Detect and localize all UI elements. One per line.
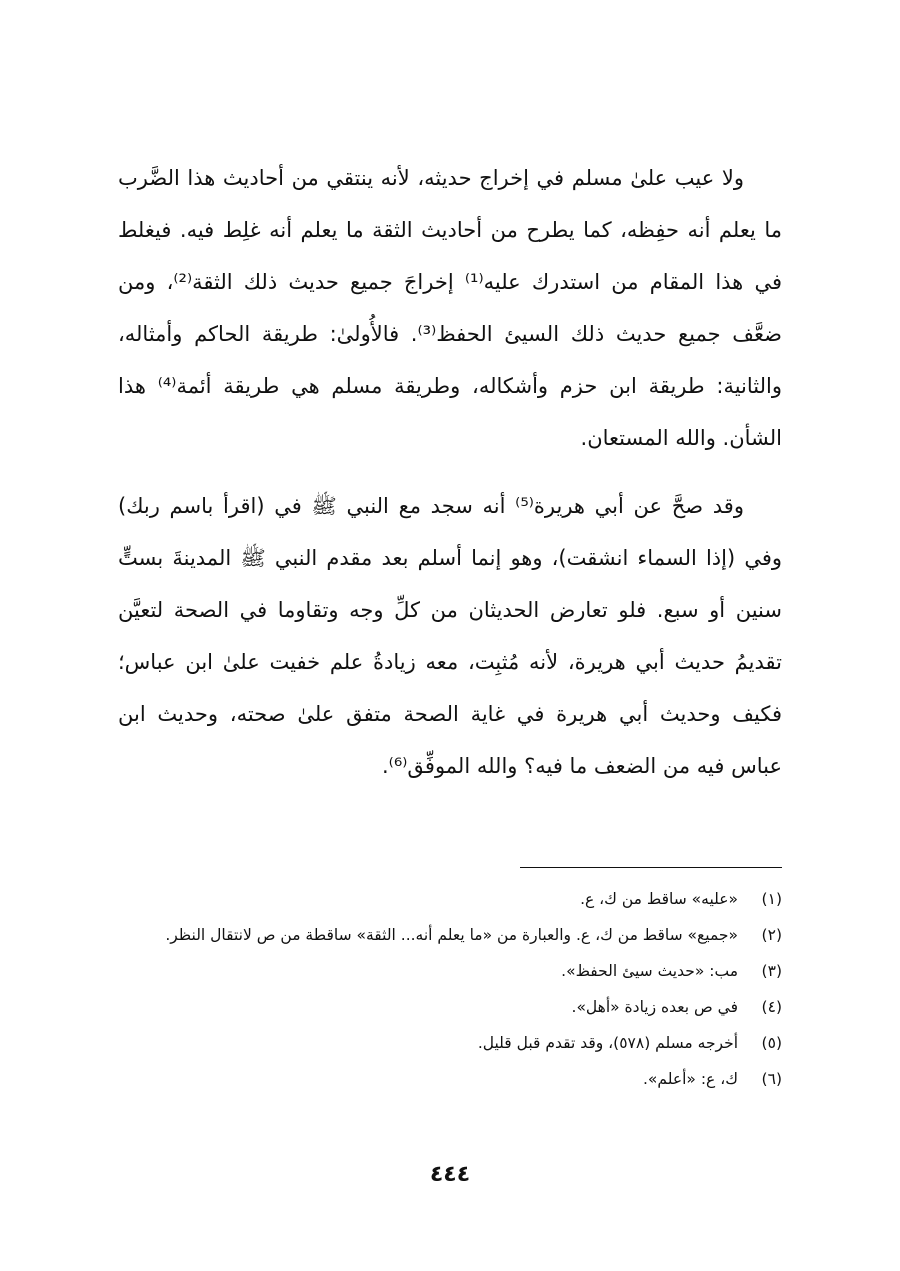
footnote-number: (٣)	[761, 962, 782, 980]
footnote-item	[118, 992, 782, 1022]
footnotes-section	[118, 884, 782, 1100]
footnote-item	[118, 920, 782, 950]
footnote-text: مب: «حديث سيئ الحفظ».	[561, 962, 738, 980]
footnote-text: ك، ع: «أعلم».	[643, 1070, 738, 1088]
footnote-text: «جميع» ساقط من ك، ع. والعبارة من «ما يعلم أنه... الثقة» ساقطة من ص لانتقال النظر.	[165, 926, 738, 944]
footnote-text: أخرجه مسلم (٥٧٨)، وقد تقدم قبل قليل.	[477, 1034, 738, 1052]
footnote-divider	[520, 867, 782, 868]
page-number: ٤٤٤	[429, 1162, 471, 1187]
footnote-number: (٤)	[761, 998, 782, 1016]
footnote-number: (٥)	[761, 1034, 782, 1052]
footnote-number: (٢)	[761, 926, 782, 944]
body-paragraph-2: وقد صحَّ عن أبي هريرة⁽⁵⁾ أنه سجد مع النبي ﷺ في (اقرأ باسم ربك) وفي (إذا السماء انشقت)، وهو إنما أسلم بعد مقدم النبي ﷺ المدينةَ بستٍّ سنين أو سبع. فلو تعارض الحديثان من كلِّ وجه وتقاوما في الصحة لتعيَّن تقديمُ حديث أبي هريرة، لأنه مُثبِت، معه زيادةُ علم خفيت علىٰ ابن عباس؛ فكيف وحديث أبي هريرة في غاية الصحة متفق علىٰ صحته، وحديث ابن عباس فيه من الضعف ما فيه؟ والله الموفِّق⁽⁶⁾.	[118, 494, 782, 778]
footnote-item	[118, 956, 782, 986]
main-text	[118, 152, 782, 792]
footnote-text: «عليه» ساقط من ك، ع.	[580, 890, 738, 908]
footnote-number: (٦)	[761, 1070, 782, 1088]
footnote-item	[118, 1064, 782, 1094]
footnote-item	[118, 1028, 782, 1058]
footnote-text: في ص بعده زيادة «أهل».	[571, 998, 738, 1016]
body-paragraph-1: ولا عيب علىٰ مسلم في إخراج حديثه، لأنه ينتقي من أحاديث هذا الضَّرب ما يعلم أنه حفِظه، كما يطرح من أحاديث الثقة ما يعلم أنه غلِط فيه. فيغلط في هذا المقام من استدرك عليه⁽¹⁾ إخراجَ جميع حديث ذلك الثقة⁽²⁾، ومن ضعَّف جميع حديث ذلك السيئ الحفظ⁽³⁾. فالأُولىٰ: طريقة الحاكم وأمثاله، والثانية: طريقة ابن حزم وأشكاله، وطريقة مسلم هي طريقة أئمة⁽⁴⁾ هذا الشأن. والله المستعان.	[118, 166, 782, 450]
footnote-number: (١)	[761, 890, 782, 908]
footnote-item	[118, 884, 782, 914]
